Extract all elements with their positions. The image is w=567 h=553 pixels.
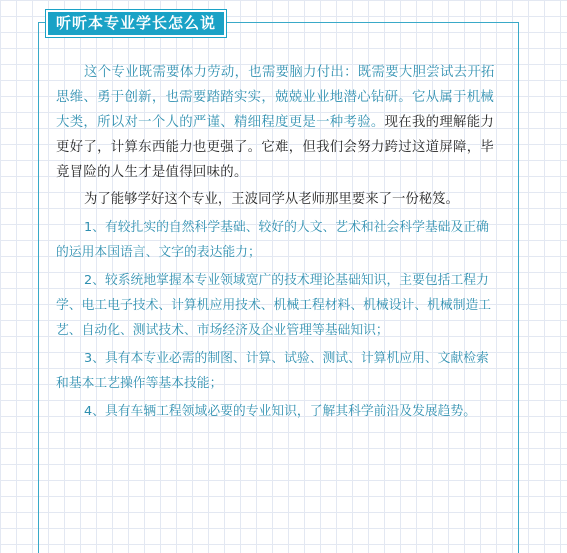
section-title: 听听本专业学长怎么说 xyxy=(46,10,226,37)
list-item: 4、具有车辆工程领域必要的专业知识，了解其科学前沿及发展趋势。 xyxy=(84,404,477,419)
article-content xyxy=(56,60,500,424)
list-item: 2、较系统地掌握本专业领域宽广的技术理论基础知识，主要包括工程力学、电工电子技术、计算机应用技术、机械工程材料、机械设计、机械制造工艺、自动化、测试技术、市场经济及企业管理等基础知识； xyxy=(56,273,492,338)
lead-paragraph: 为了能够学好这个专业，王波同学从老师那里要来了一份秘笈。 xyxy=(84,192,459,207)
intro-text-dark: 现在我的理解能力更好了，计算东西能力也更强了。它难，但我们会努力跨过这道屏障，毕竟冒险的人生才是值得回味的。 xyxy=(56,115,495,180)
intro-paragraph xyxy=(56,60,500,185)
list-item: 3、具有本专业必需的制图、计算、试验、测试、计算机应用、文献检索和基本工艺操作等基本技能； xyxy=(56,351,489,391)
intro-text-teal: 这个专业既需要体力劳动，也需要脑力付出：既需要大胆尝试去开拓思维、勇于创新，也需要踏踏实实，兢兢业业地潜心钻研。它从属于机械大类，所以对一个人的严谨、精细程度更是一种考验。 xyxy=(56,65,495,130)
list-item: 1、有较扎实的自然科学基础、较好的人文、艺术和社会科学基础及正确的运用本国语言、文字的表达能力； xyxy=(56,220,489,260)
